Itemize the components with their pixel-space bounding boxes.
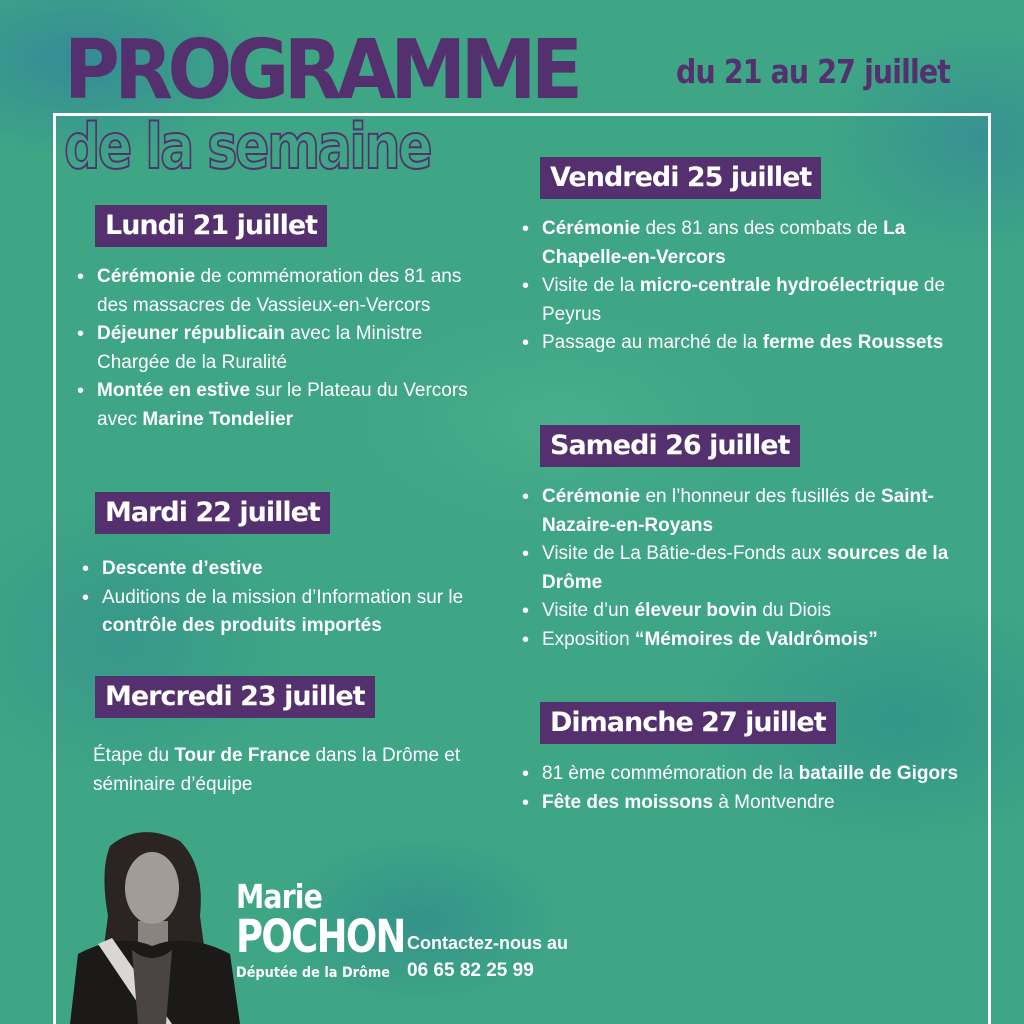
day-wednesday (95, 676, 505, 799)
event-item: • Auditions de la mission d’Information sur le contrôle des produits importés (78, 584, 495, 641)
day-title: Mercredi 23 juillet (95, 676, 375, 718)
event-item: • Déjeuner républicain avec la Ministre Chargée de la Ruralité (73, 320, 495, 377)
day-saturday (540, 425, 980, 654)
event-list (518, 215, 980, 358)
last-name: POCHON (236, 910, 405, 963)
event-list (518, 760, 980, 817)
contact-label: Contactez-nous au (407, 933, 569, 953)
page-subtitle: de la semaine (64, 110, 431, 183)
day-monday (95, 205, 495, 434)
event-list (518, 483, 980, 654)
role: Députée de la Drôme (236, 965, 391, 981)
event-item: • 81 ème commémoration de la bataille de Gigors (518, 760, 980, 789)
event-item: • Visite d’un éleveur bovin du Diois (518, 597, 980, 626)
day-title: Lundi 21 juillet (95, 205, 327, 247)
day-tuesday (95, 492, 495, 641)
day-sunday (540, 702, 980, 817)
phone-number[interactable]: 06 65 82 25 99 (407, 960, 534, 981)
date-range: du 21 au 27 juillet (676, 52, 950, 91)
day-title: Vendredi 25 juillet (540, 157, 821, 199)
day-title: Dimanche 27 juillet (540, 702, 836, 744)
day-title: Samedi 26 juillet (540, 425, 800, 467)
event-list (73, 263, 495, 434)
event-item: • Exposition “Mémoires de Valdrômois” (518, 626, 980, 655)
day-description: Étape du Tour de France dans la Drôme et séminaire d’équipe (93, 745, 461, 795)
event-item: • Visite de La Bâtie-des-Fonds aux sources de la Drôme (518, 540, 980, 597)
portrait-photo (70, 826, 240, 1024)
event-item: • Montée en estive sur le Plateau du Vercors avec Marine Tondelier (73, 377, 495, 434)
first-name: Marie (236, 877, 323, 916)
event-item: • Cérémonie des 81 ans des combats de La Chapelle-en-Vercors (518, 215, 980, 272)
event-item: • Cérémonie en l’honneur des fusillés de Saint-Nazaire-en-Royans (518, 483, 980, 540)
day-friday (540, 157, 980, 358)
event-item: • Fête des moissons à Montvendre (518, 789, 980, 818)
event-item: • Visite de la micro-centrale hydroélectrique de Peyrus (518, 272, 980, 329)
day-title: Mardi 22 juillet (95, 492, 330, 534)
contact-block (407, 930, 568, 984)
page-title: PROGRAMME (64, 23, 578, 118)
event-item: • Passage au marché de la ferme des Roussets (518, 329, 980, 358)
event-item: • Descente d’estive (78, 555, 495, 584)
event-list (78, 555, 495, 641)
event-item: • Cérémonie de commémoration des 81 ans des massacres de Vassieux-en-Vercors (73, 263, 495, 320)
